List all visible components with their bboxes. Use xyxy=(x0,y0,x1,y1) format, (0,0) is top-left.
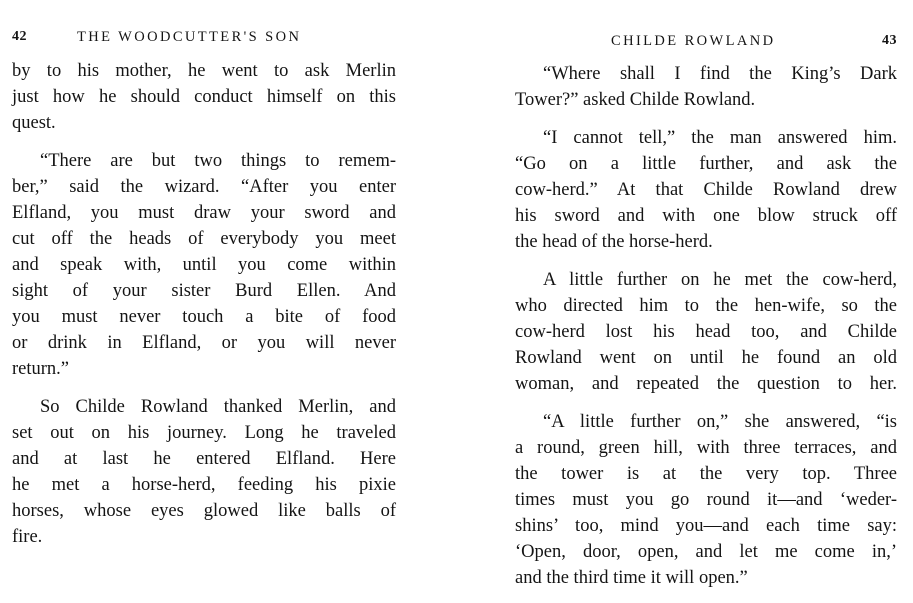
text-line: set out on his journey. Long he traveled xyxy=(12,423,396,443)
text-line: ‘Open, door, open, and let me come in,’ xyxy=(515,542,897,562)
text-line: cut off the heads of everybody you meet xyxy=(12,229,396,249)
text-line: the tower is at the very top. Three xyxy=(515,464,897,484)
running-title: CHILDE ROWLAND xyxy=(611,33,776,49)
text-line: cow-herd.” At that Childe Rowland drew xyxy=(515,180,897,200)
text-line: Tower?” asked Childe Rowland. xyxy=(515,90,756,110)
text-line: who directed him to the hen-wife, so the xyxy=(515,296,897,316)
left-running-head xyxy=(12,29,396,49)
paragraph xyxy=(515,125,897,255)
paragraph xyxy=(515,61,897,113)
text-line: and at last he entered Elfland. Here xyxy=(12,449,396,469)
paragraph xyxy=(515,267,897,397)
paragraph xyxy=(12,148,396,382)
running-title: THE WOODCUTTER'S SON xyxy=(77,29,302,45)
text-line: by to his mother, he went to ask Merlin xyxy=(12,61,396,81)
text-line: “I cannot tell,” the man answered him. xyxy=(543,128,897,148)
page-number: 43 xyxy=(882,33,897,48)
paragraph xyxy=(12,394,396,550)
text-line: sight of your sister Burd Ellen. And xyxy=(12,281,396,301)
text-line: So Childe Rowland thanked Merlin, and xyxy=(40,397,396,417)
text-line: return.” xyxy=(12,359,70,379)
left-page-body xyxy=(12,58,396,562)
text-line: “Where shall I find the King’s Dark xyxy=(543,64,897,84)
text-line: “A little further on,” she answered, “is xyxy=(543,412,897,432)
text-line: quest. xyxy=(12,113,56,133)
right-running-head xyxy=(515,33,897,53)
text-line: cow-herd lost his head too, and Childe xyxy=(515,322,897,342)
text-line: “There are but two things to remem- xyxy=(40,151,396,171)
text-line: times must you go round it—and ‘weder- xyxy=(515,490,897,510)
text-line: Elfland, you must draw your sword and xyxy=(12,203,396,223)
paragraph xyxy=(12,58,396,136)
text-line: and speak with, until you come within xyxy=(12,255,396,275)
text-line: fire. xyxy=(12,527,43,547)
paragraph xyxy=(515,409,897,591)
text-line: and the third time it will open.” xyxy=(515,568,748,588)
text-line: ber,” said the wizard. “After you enter xyxy=(12,177,396,197)
text-line: a round, green hill, with three terraces, and xyxy=(515,438,897,458)
text-line: or drink in Elfland, or you will never xyxy=(12,333,396,353)
right-page-body xyxy=(515,61,897,603)
text-line: shins’ too, mind you—and each time say: xyxy=(515,516,897,536)
text-line: you must never touch a bite of food xyxy=(12,307,396,327)
text-line: Rowland went on until he found an old xyxy=(515,348,897,368)
text-line: horses, whose eyes glowed like balls of xyxy=(12,501,396,521)
text-line: the head of the horse-herd. xyxy=(515,232,713,252)
text-line: woman, and repeated the question to her. xyxy=(515,374,897,394)
text-line: “Go on a little further, and ask the xyxy=(515,154,897,174)
text-line: just how he should conduct himself on this xyxy=(12,87,396,107)
text-line: A little further on he met the cow-herd, xyxy=(543,270,897,290)
page-number: 42 xyxy=(12,29,27,44)
text-line: his sword and with one blow struck off xyxy=(515,206,897,226)
text-line: he met a horse-herd, feeding his pixie xyxy=(12,475,396,495)
